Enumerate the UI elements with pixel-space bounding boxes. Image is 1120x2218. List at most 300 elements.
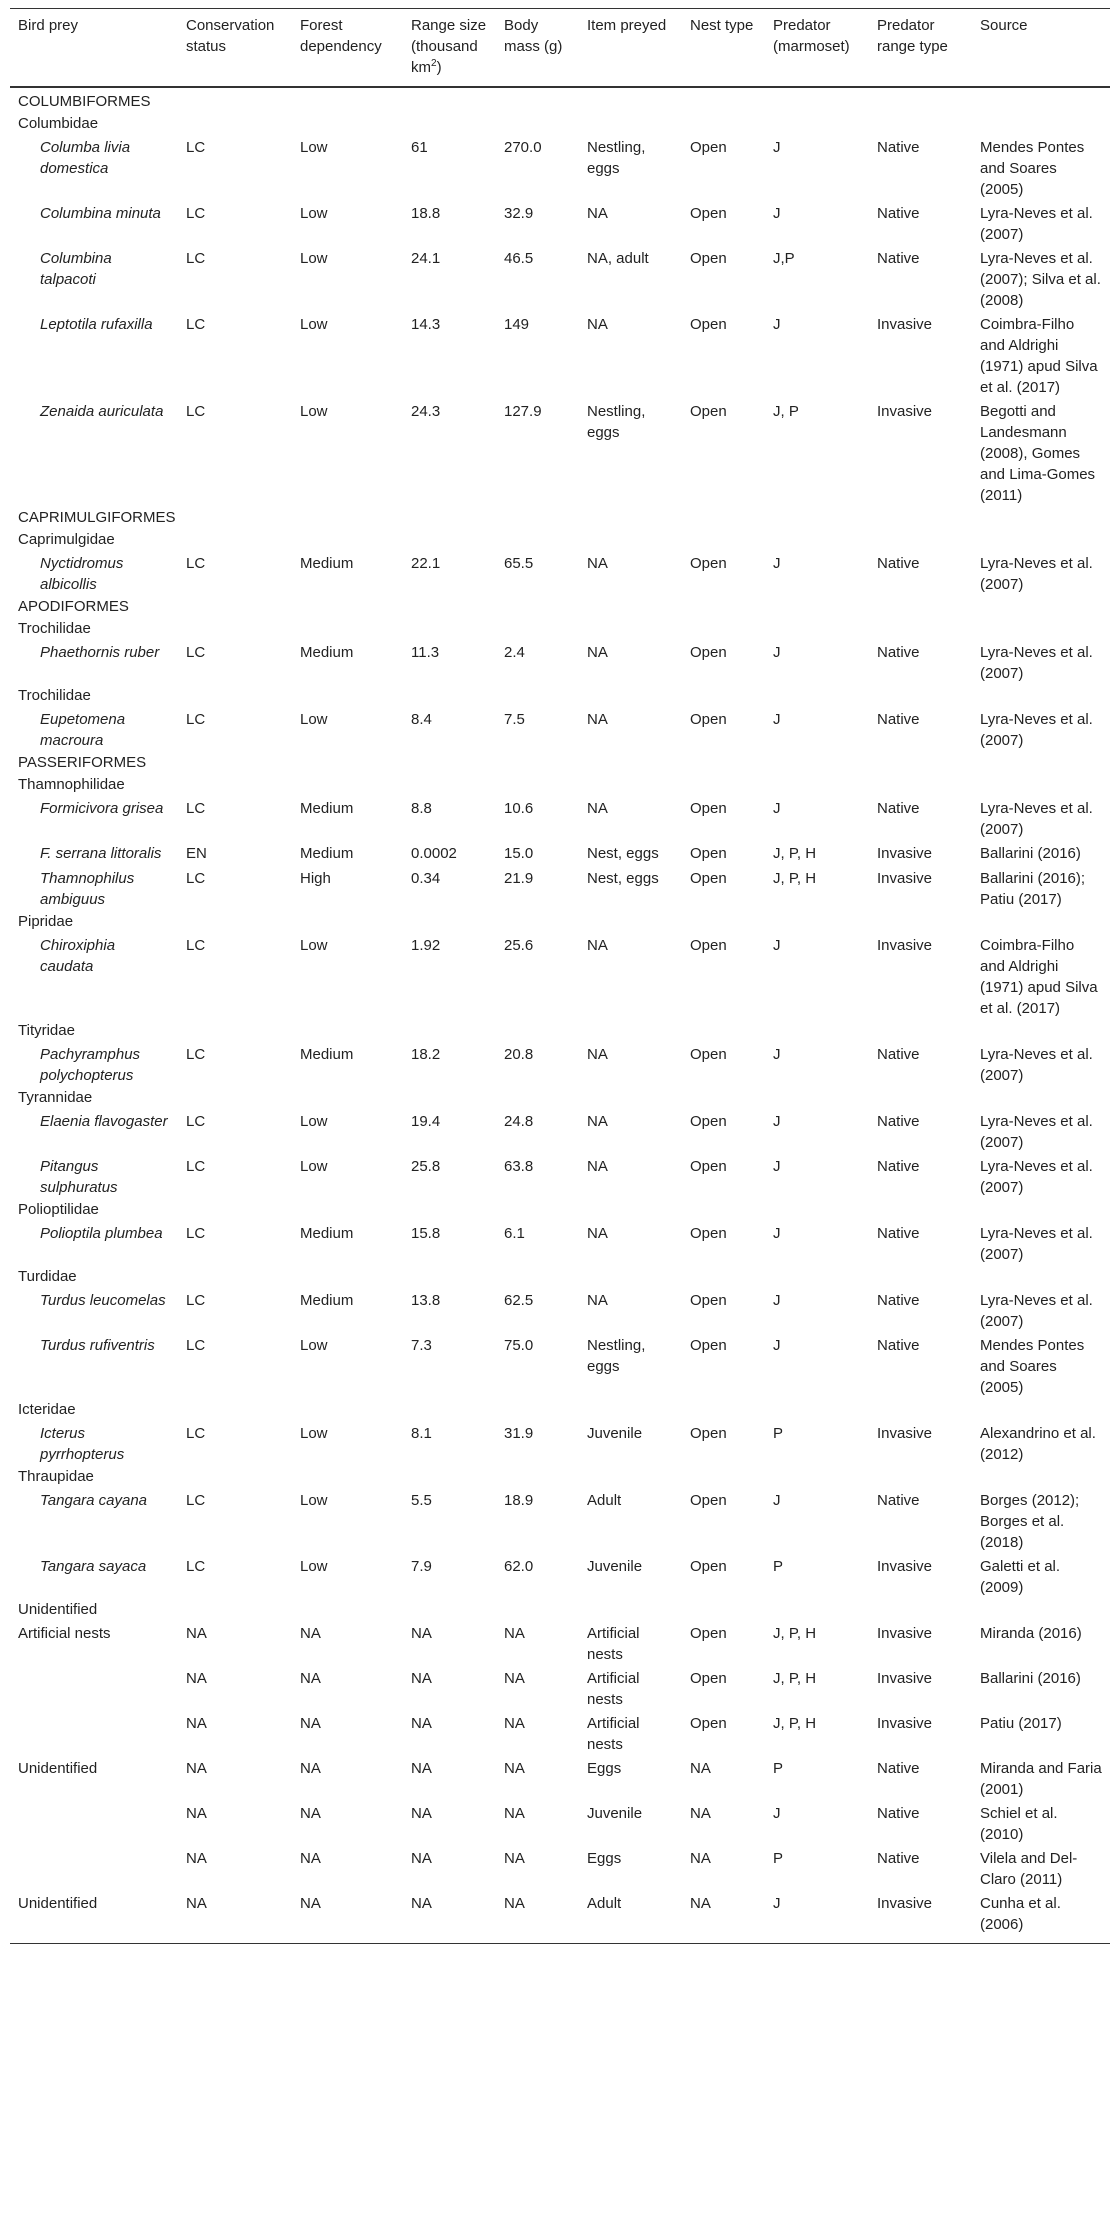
family-label: Caprimulgidae xyxy=(18,531,115,548)
cell-item-preyed: Eggs xyxy=(587,1760,622,1777)
family-label: Pipridae xyxy=(18,913,74,930)
cell-conservation-status: LC xyxy=(186,1425,206,1442)
cell-range-size: 1.92 xyxy=(411,937,441,954)
cell-bird-prey: F. serrana littoralis xyxy=(40,845,162,862)
cell-range-size: 8.1 xyxy=(411,1425,432,1442)
cell-predator: J xyxy=(773,1292,781,1309)
cell-nest-type: Open xyxy=(690,555,727,572)
cell-forest-dependency: Medium xyxy=(300,1225,354,1242)
cell-range-size: 8.4 xyxy=(411,711,432,728)
header-range-superscript: 2 xyxy=(431,58,437,69)
cell-body-mass: 20.8 xyxy=(504,1046,534,1063)
cell-item-preyed: Juvenile xyxy=(587,1805,643,1822)
header-range-close: ) xyxy=(436,59,442,76)
cell-body-mass: 15.0 xyxy=(504,845,534,862)
cell-forest-dependency: Low xyxy=(300,711,328,728)
cell-predator-range-type: Invasive xyxy=(877,1558,933,1575)
cell-forest-dependency: Low xyxy=(300,403,328,420)
cell-body-mass: NA xyxy=(504,1850,525,1867)
cell-item-preyed: Eggs xyxy=(587,1850,622,1867)
cell-item-preyed: NA xyxy=(587,1046,608,1063)
cell-predator-range-type: Native xyxy=(877,1292,920,1309)
cell-predator-range-type: Invasive xyxy=(877,1715,933,1732)
cell-predator-range-type: Invasive xyxy=(877,316,933,333)
cell-bird-prey: Thamnophilus ambiguus xyxy=(40,870,135,908)
cell-bird-prey xyxy=(10,1801,178,1846)
cell-predator: J xyxy=(773,205,781,222)
cell-nest-type: Open xyxy=(690,1158,727,1175)
cell-predator: J xyxy=(773,1225,781,1242)
cell-range-size: 61 xyxy=(411,139,428,156)
cell-predator-range-type: Native xyxy=(877,555,920,572)
table-row xyxy=(10,1288,1110,1333)
family-row xyxy=(10,774,1110,796)
cell-nest-type: Open xyxy=(690,870,727,887)
table-row xyxy=(10,640,1110,685)
cell-item-preyed: NA xyxy=(587,555,608,572)
cell-conservation-status: LC xyxy=(186,1158,206,1175)
cell-source: Begotti and Landesmann (2008), Gomes and Lima-Gomes (2011) xyxy=(980,403,1096,504)
cell-bird-prey: Formicivora grisea xyxy=(40,800,164,817)
cell-predator: J,P xyxy=(773,250,795,267)
cell-source: Lyra-Neves et al. (2007) xyxy=(980,1158,1093,1196)
table-row xyxy=(10,1109,1110,1154)
cell-predator-range-type: Invasive xyxy=(869,1891,972,1944)
table-row xyxy=(10,1756,1110,1801)
cell-item-preyed: Nestling, eggs xyxy=(587,1337,646,1375)
cell-bird-prey: Leptotila rufaxilla xyxy=(40,316,153,333)
cell-predator: P xyxy=(773,1760,784,1777)
cell-source: Cunha et al. (2006) xyxy=(972,1891,1110,1944)
cell-range-size: NA xyxy=(411,1760,432,1777)
family-row xyxy=(10,1199,1110,1221)
cell-item-preyed: Juvenile xyxy=(587,1558,643,1575)
cell-source: Patiu (2017) xyxy=(980,1715,1062,1732)
cell-source: Lyra-Neves et al. (2007) xyxy=(980,644,1093,682)
cell-bird-prey: Unidentified xyxy=(18,1760,98,1777)
header-bird-prey: Bird prey xyxy=(10,9,178,88)
cell-body-mass: NA xyxy=(504,1760,525,1777)
cell-body-mass: 21.9 xyxy=(504,870,534,887)
cell-conservation-status: LC xyxy=(186,800,206,817)
cell-predator-range-type: Native xyxy=(877,1046,920,1063)
table-row xyxy=(10,1554,1110,1599)
cell-range-size: 19.4 xyxy=(411,1113,441,1130)
cell-predator-range-type: Native xyxy=(877,139,920,156)
cell-predator: J xyxy=(773,1113,781,1130)
cell-conservation-status: LC xyxy=(186,870,206,887)
cell-forest-dependency: Low xyxy=(300,1337,328,1354)
family-label: Trochilidae xyxy=(18,687,91,704)
header-range-size xyxy=(403,9,496,88)
cell-forest-dependency: Low xyxy=(300,1492,328,1509)
cell-item-preyed: NA xyxy=(587,800,608,817)
table-row xyxy=(10,135,1110,201)
cell-predator-range-type: Native xyxy=(877,1158,920,1175)
cell-item-preyed: NA xyxy=(587,1113,608,1130)
cell-item-preyed: NA, adult xyxy=(587,250,649,267)
family-row xyxy=(10,1399,1110,1421)
cell-forest-dependency: Low xyxy=(300,1158,328,1175)
header-conservation-status: Conservation status xyxy=(178,9,292,88)
cell-conservation-status: LC xyxy=(186,1292,206,1309)
cell-source: Miranda and Faria (2001) xyxy=(980,1760,1102,1798)
cell-predator-range-type: Invasive xyxy=(877,1670,933,1687)
cell-bird-prey: Tangara sayaca xyxy=(40,1558,147,1575)
cell-source: Ballarini (2016); Patiu (2017) xyxy=(980,870,1086,908)
cell-nest-type: Open xyxy=(690,644,727,661)
cell-item-preyed: Nestling, eggs xyxy=(587,139,646,177)
cell-predator: J, P, H xyxy=(773,1625,817,1642)
cell-bird-prey: Pachyramphus polychopterus xyxy=(40,1046,141,1084)
cell-nest-type: NA xyxy=(690,1805,711,1822)
table-header-row xyxy=(10,9,1110,88)
cell-forest-dependency: Low xyxy=(300,1425,328,1442)
cell-bird-prey: Turdus rufiventris xyxy=(40,1337,155,1354)
cell-forest-dependency: NA xyxy=(300,1670,321,1687)
cell-conservation-status: EN xyxy=(186,845,207,862)
cell-source: Lyra-Neves et al. (2007) xyxy=(980,1292,1093,1330)
cell-predator-range-type: Native xyxy=(877,644,920,661)
cell-forest-dependency: Medium xyxy=(300,845,354,862)
cell-forest-dependency: Medium xyxy=(300,800,354,817)
header-nest-type: Nest type xyxy=(682,9,765,88)
cell-body-mass: 6.1 xyxy=(504,1225,525,1242)
cell-body-mass: 65.5 xyxy=(504,555,534,572)
cell-range-size: 0.0002 xyxy=(411,845,457,862)
cell-source: Lyra-Neves et al. (2007) xyxy=(980,1225,1093,1263)
cell-bird-prey: Polioptila plumbea xyxy=(40,1225,163,1242)
cell-conservation-status: LC xyxy=(186,1113,206,1130)
cell-range-size: 5.5 xyxy=(411,1492,432,1509)
cell-conservation-status: LC xyxy=(186,250,206,267)
cell-conservation-status: NA xyxy=(186,1625,207,1642)
cell-predator-range-type: Invasive xyxy=(877,845,933,862)
cell-conservation-status: LC xyxy=(186,1558,206,1575)
cell-predator-range-type: Invasive xyxy=(877,1625,933,1642)
cell-item-preyed: NA xyxy=(587,937,608,954)
cell-predator-range-type: Native xyxy=(877,1113,920,1130)
cell-forest-dependency: Medium xyxy=(300,1046,354,1063)
cell-forest-dependency: Low xyxy=(300,316,328,333)
cell-forest-dependency: NA xyxy=(300,1715,321,1732)
cell-body-mass: NA xyxy=(496,1891,579,1944)
cell-range-size: 15.8 xyxy=(411,1225,441,1242)
cell-item-preyed: Artificial nests xyxy=(587,1715,640,1753)
cell-predator: J xyxy=(773,1805,781,1822)
table-row xyxy=(10,796,1110,841)
table-row xyxy=(10,551,1110,596)
table-row xyxy=(10,312,1110,399)
cell-source: Coimbra-Filho and Aldrighi (1971) apud Silva et al. (2017) xyxy=(980,937,1098,1017)
cell-conservation-status: LC xyxy=(186,1337,206,1354)
cell-predator: J xyxy=(773,1046,781,1063)
cell-nest-type: Open xyxy=(690,1225,727,1242)
cell-forest-dependency: Low xyxy=(300,139,328,156)
cell-item-preyed: NA xyxy=(587,1292,608,1309)
cell-body-mass: NA xyxy=(504,1805,525,1822)
cell-conservation-status: NA xyxy=(186,1715,207,1732)
cell-conservation-status: LC xyxy=(186,403,206,420)
cell-bird-prey: Turdus leucomelas xyxy=(40,1292,166,1309)
table-row xyxy=(10,1488,1110,1554)
table-row xyxy=(10,1666,1110,1711)
family-row xyxy=(10,1020,1110,1042)
family-label: Unidentified xyxy=(18,1601,98,1618)
family-row xyxy=(10,529,1110,551)
cell-predator: J xyxy=(773,1492,781,1509)
cell-body-mass: NA xyxy=(504,1625,525,1642)
cell-predator: J xyxy=(773,1337,781,1354)
cell-nest-type: Open xyxy=(690,800,727,817)
family-row xyxy=(10,113,1110,135)
cell-item-preyed: Juvenile xyxy=(587,1425,643,1442)
cell-body-mass: 62.5 xyxy=(504,1292,534,1309)
header-forest-dependency: Forest dependency xyxy=(292,9,403,88)
cell-nest-type: Open xyxy=(690,1337,727,1354)
cell-body-mass: NA xyxy=(504,1670,525,1687)
cell-conservation-status: LC xyxy=(186,644,206,661)
cell-forest-dependency: High xyxy=(300,870,331,887)
cell-conservation-status: NA xyxy=(186,1805,207,1822)
cell-predator: J, P, H xyxy=(773,870,817,887)
cell-bird-prey: Zenaida auriculata xyxy=(40,403,164,420)
bird-prey-table xyxy=(10,8,1110,1944)
cell-conservation-status: LC xyxy=(186,711,206,728)
cell-bird-prey: Pitangus sulphuratus xyxy=(40,1158,118,1196)
cell-range-size: NA xyxy=(411,1625,432,1642)
header-body-mass: Body mass (g) xyxy=(496,9,579,88)
cell-forest-dependency: Medium xyxy=(300,644,354,661)
cell-predator: J xyxy=(773,800,781,817)
cell-predator: J xyxy=(773,1158,781,1175)
cell-source: Coimbra-Filho and Aldrighi (1971) apud Silva et al. (2017) xyxy=(980,316,1098,396)
cell-item-preyed: Artificial nests xyxy=(587,1625,640,1663)
header-predator: Predator (marmoset) xyxy=(765,9,869,88)
cell-source: Lyra-Neves et al. (2007) xyxy=(980,1113,1093,1151)
cell-forest-dependency: Medium xyxy=(300,1292,354,1309)
cell-body-mass: 18.9 xyxy=(504,1492,534,1509)
cell-item-preyed: NA xyxy=(587,711,608,728)
cell-bird-prey: Elaenia flavogaster xyxy=(40,1113,168,1130)
table-row xyxy=(10,246,1110,312)
cell-range-size: 24.3 xyxy=(411,403,441,420)
cell-forest-dependency: NA xyxy=(300,1760,321,1777)
cell-range-size: 18.8 xyxy=(411,205,441,222)
cell-forest-dependency: Low xyxy=(300,1113,328,1130)
cell-predator-range-type: Native xyxy=(877,1805,920,1822)
cell-forest-dependency: Low xyxy=(300,250,328,267)
cell-nest-type: Open xyxy=(690,1425,727,1442)
cell-predator-range-type: Invasive xyxy=(877,1425,933,1442)
cell-item-preyed: NA xyxy=(587,316,608,333)
cell-nest-type: Open xyxy=(690,250,727,267)
cell-source: Borges (2012); Borges et al. (2018) xyxy=(980,1492,1080,1551)
family-row xyxy=(10,1087,1110,1109)
cell-predator-range-type: Native xyxy=(877,1337,920,1354)
cell-bird-prey: Columbina talpacoti xyxy=(40,250,112,288)
cell-conservation-status: NA xyxy=(178,1891,292,1944)
table-row xyxy=(10,866,1110,911)
header-predator-range-type: Predator range type xyxy=(869,9,972,88)
cell-nest-type: Open xyxy=(690,205,727,222)
table-row xyxy=(10,1421,1110,1466)
cell-predator: J, P, H xyxy=(773,845,817,862)
family-label: Turdidae xyxy=(18,1268,77,1285)
cell-body-mass: 46.5 xyxy=(504,250,534,267)
cell-range-size: 8.8 xyxy=(411,800,432,817)
cell-body-mass: 7.5 xyxy=(504,711,525,728)
cell-body-mass: NA xyxy=(504,1715,525,1732)
table-row xyxy=(10,1221,1110,1266)
cell-body-mass: 63.8 xyxy=(504,1158,534,1175)
cell-range-size: 7.3 xyxy=(411,1337,432,1354)
cell-bird-prey: Columbina minuta xyxy=(40,205,161,222)
cell-nest-type: NA xyxy=(690,1760,711,1777)
cell-body-mass: 25.6 xyxy=(504,937,534,954)
cell-body-mass: 127.9 xyxy=(504,403,542,420)
cell-predator-range-type: Invasive xyxy=(877,870,933,887)
cell-predator: J xyxy=(765,1891,869,1944)
cell-nest-type: Open xyxy=(690,1670,727,1687)
table-row xyxy=(10,933,1110,1020)
family-row xyxy=(10,1466,1110,1488)
cell-predator-range-type: Native xyxy=(877,711,920,728)
cell-bird-prey: Phaethornis ruber xyxy=(40,644,160,661)
cell-nest-type: Open xyxy=(690,1113,727,1130)
family-label: Trochilidae xyxy=(18,620,91,637)
cell-range-size: 18.2 xyxy=(411,1046,441,1063)
table-row xyxy=(10,841,1110,866)
cell-item-preyed: NA xyxy=(587,205,608,222)
cell-source: Ballarini (2016) xyxy=(980,1670,1081,1687)
cell-range-size: 7.9 xyxy=(411,1558,432,1575)
cell-predator: J, P xyxy=(773,403,799,420)
cell-item-preyed: Adult xyxy=(579,1891,682,1944)
cell-conservation-status: NA xyxy=(186,1850,207,1867)
cell-forest-dependency: NA xyxy=(300,1625,321,1642)
cell-nest-type: Open xyxy=(690,316,727,333)
family-label: Icteridae xyxy=(18,1401,76,1418)
cell-range-size: NA xyxy=(411,1850,432,1867)
cell-range-size: 25.8 xyxy=(411,1158,441,1175)
cell-source: Mendes Pontes and Soares (2005) xyxy=(980,139,1085,198)
cell-nest-type: Open xyxy=(690,711,727,728)
order-row xyxy=(10,87,1110,113)
cell-predator: J, P, H xyxy=(773,1670,817,1687)
cell-conservation-status: NA xyxy=(186,1670,207,1687)
cell-bird-prey xyxy=(10,1711,178,1756)
cell-nest-type: Open xyxy=(690,1558,727,1575)
cell-predator-range-type: Native xyxy=(877,205,920,222)
cell-source: Miranda (2016) xyxy=(980,1625,1082,1642)
cell-predator: J xyxy=(773,555,781,572)
cell-predator: P xyxy=(773,1425,784,1442)
cell-predator: J xyxy=(773,316,781,333)
order-label: PASSERIFORMES xyxy=(18,754,147,771)
cell-range-size: 11.3 xyxy=(411,644,440,661)
cell-predator: P xyxy=(773,1850,784,1867)
cell-item-preyed: NA xyxy=(587,1158,608,1175)
cell-item-preyed: Nestling, eggs xyxy=(587,403,646,441)
cell-body-mass: 2.4 xyxy=(504,644,525,661)
cell-conservation-status: LC xyxy=(186,555,206,572)
cell-forest-dependency: NA xyxy=(300,1805,321,1822)
cell-predator-range-type: Native xyxy=(877,1492,920,1509)
cell-item-preyed: NA xyxy=(587,1225,608,1242)
cell-nest-type: NA xyxy=(682,1891,765,1944)
header-source: Source xyxy=(972,9,1110,88)
cell-nest-type: Open xyxy=(690,139,727,156)
family-label: Tityridae xyxy=(18,1022,75,1039)
family-row xyxy=(10,1266,1110,1288)
family-row xyxy=(10,618,1110,640)
cell-body-mass: 75.0 xyxy=(504,1337,534,1354)
cell-source: Lyra-Neves et al. (2007) xyxy=(980,711,1093,749)
cell-nest-type: Open xyxy=(690,1292,727,1309)
cell-bird-prey xyxy=(10,1666,178,1711)
cell-range-size: 13.8 xyxy=(411,1292,441,1309)
cell-nest-type: Open xyxy=(690,1715,727,1732)
cell-conservation-status: LC xyxy=(186,316,206,333)
cell-body-mass: 10.6 xyxy=(504,800,534,817)
cell-item-preyed: Adult xyxy=(587,1492,622,1509)
cell-source: Lyra-Neves et al. (2007); Silva et al. (2008) xyxy=(980,250,1101,309)
cell-source: Lyra-Neves et al. (2007) xyxy=(980,800,1093,838)
order-row xyxy=(10,596,1110,618)
order-row xyxy=(10,507,1110,529)
table-row xyxy=(10,1621,1110,1666)
cell-nest-type: Open xyxy=(690,1046,727,1063)
cell-conservation-status: NA xyxy=(186,1760,207,1777)
table-row xyxy=(10,707,1110,752)
cell-range-size: 0.34 xyxy=(411,870,441,887)
cell-range-size: 24.1 xyxy=(411,250,441,267)
cell-source: Lyra-Neves et al. (2007) xyxy=(980,555,1093,593)
table-row xyxy=(10,201,1110,246)
cell-item-preyed: Nest, eggs xyxy=(587,845,659,862)
cell-conservation-status: LC xyxy=(186,205,206,222)
cell-source: Schiel et al. (2010) xyxy=(980,1805,1058,1843)
family-row xyxy=(10,911,1110,933)
cell-bird-prey: Chiroxiphia caudata xyxy=(40,937,116,975)
cell-bird-prey: Artificial nests xyxy=(18,1625,111,1642)
table-row xyxy=(10,1891,1110,1944)
table-row xyxy=(10,1042,1110,1087)
table-row xyxy=(10,1846,1110,1891)
cell-forest-dependency: NA xyxy=(292,1891,403,1944)
cell-forest-dependency: NA xyxy=(300,1850,321,1867)
cell-item-preyed: Nest, eggs xyxy=(587,870,659,887)
family-label: Polioptilidae xyxy=(18,1201,99,1218)
cell-nest-type: Open xyxy=(690,1492,727,1509)
cell-body-mass: 31.9 xyxy=(504,1425,534,1442)
cell-source: Ballarini (2016) xyxy=(980,845,1081,862)
cell-predator-range-type: Native xyxy=(877,800,920,817)
cell-range-size: 14.3 xyxy=(411,316,441,333)
table-row xyxy=(10,1801,1110,1846)
cell-bird-prey: Unidentified xyxy=(10,1891,178,1944)
cell-forest-dependency: Low xyxy=(300,937,328,954)
cell-predator-range-type: Invasive xyxy=(877,403,933,420)
cell-body-mass: 24.8 xyxy=(504,1113,534,1130)
cell-nest-type: NA xyxy=(690,1850,711,1867)
cell-body-mass: 62.0 xyxy=(504,1558,534,1575)
cell-forest-dependency: Low xyxy=(300,205,328,222)
cell-predator: J xyxy=(773,937,781,954)
family-label: Thraupidae xyxy=(18,1468,94,1485)
order-label: APODIFORMES xyxy=(18,598,129,615)
